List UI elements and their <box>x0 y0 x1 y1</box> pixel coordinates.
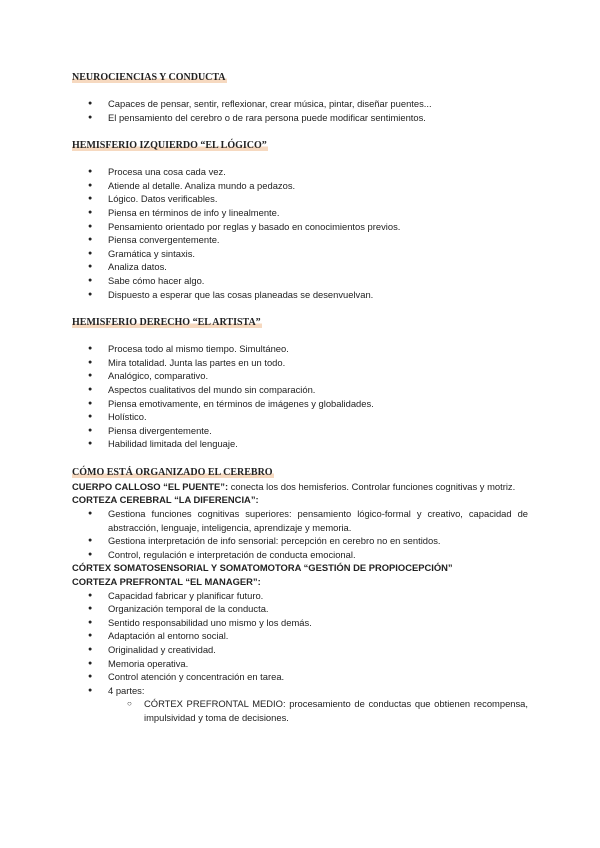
sublist-prefrontal-partes <box>72 697 528 724</box>
section-organizado-heading-wrap <box>72 465 528 480</box>
label-corteza-cerebral: CORTEZA CEREBRAL “LA DIFERENCIA”: <box>72 494 259 506</box>
list-item: ● Piensa convergentemente. <box>72 233 528 247</box>
list-item: ● Sentido responsabilidad uno mismo y los demás. <box>72 616 528 630</box>
list-item: ● Capaces de pensar, sentir, reflexionar, crear música, pintar, diseñar puentes... <box>72 97 528 111</box>
list-item: ● Piensa emotivamente, en términos de imágenes y globalidades. <box>72 397 528 411</box>
list-item: ● Analiza datos. <box>72 260 528 274</box>
section-derecho-heading-wrap <box>72 315 528 330</box>
text-cuerpo-calloso: conecta los dos hemisferios. Controlar funciones cognitivas y motriz. <box>228 480 516 492</box>
label-cortex-somatosensorial: CÓRTEX SOMATOSENSORIAL Y SOMATOMOTORA “GESTIÓN DE PROPIOCEPCIÓN” <box>72 562 453 574</box>
list-item: ● Dispuesto a esperar que las cosas planeadas se desenvuelvan. <box>72 288 528 302</box>
label-cuerpo-calloso: CUERPO CALLOSO “EL PUENTE”: <box>72 480 229 492</box>
list-corteza-cerebral <box>72 507 528 561</box>
document-page <box>72 70 528 725</box>
list-item: ● Aspectos cualitativos del mundo sin comparación. <box>72 383 528 397</box>
heading-como-esta-organizado: CÓMO ESTÁ ORGANIZADO EL CEREBRO <box>72 466 273 478</box>
heading-hemisferio-izquierdo: HEMISFERIO IZQUIERDO “EL LÓGICO” <box>72 140 267 152</box>
list-item: ● El pensamiento del cerebro o de rara persona puede modificar sentimientos. <box>72 111 528 125</box>
list-item: ● Pensamiento orientado por reglas y basado en conocimientos previos. <box>72 220 528 234</box>
label-corteza-prefrontal: CORTEZA PREFRONTAL “EL MANAGER”: <box>72 576 261 588</box>
section-izquierdo-heading-wrap <box>72 138 528 153</box>
list-hemisferio-izquierdo <box>72 165 528 301</box>
sub-list-item: ○ CÓRTEX PREFRONTAL MEDIO: procesamiento de conductas que obtienen recompensa, impulsividad y toma de decisiones. <box>72 697 528 724</box>
section-neurociencias-heading-wrap <box>72 70 528 85</box>
list-item: ● Sabe cómo hacer algo. <box>72 274 528 288</box>
list-item: ● Piensa en términos de info y linealmente. <box>72 206 528 220</box>
list-item: ● Holístico. <box>72 410 528 424</box>
list-item: ● 4 partes: <box>72 684 528 698</box>
list-item: ● Mira totalidad. Junta las partes en un todo. <box>72 356 528 370</box>
list-item: ● Capacidad fabricar y planificar futuro. <box>72 589 528 603</box>
list-neurociencias <box>72 97 528 124</box>
list-item: ● Procesa todo al mismo tiempo. Simultáneo. <box>72 342 528 356</box>
list-item: ● Originalidad y creatividad. <box>72 643 528 657</box>
list-item: ● Gestiona interpretación de info sensorial: percepción en cerebro no en sentidos. <box>72 534 528 548</box>
list-item: ● Lógico. Datos verificables. <box>72 192 528 206</box>
paragraph-cuerpo-calloso <box>72 480 528 494</box>
list-corteza-prefrontal <box>72 589 528 698</box>
list-hemisferio-derecho <box>72 342 528 451</box>
heading-neurociencias: NEUROCIENCIAS Y CONDUCTA <box>72 72 226 83</box>
list-item: ● Adaptación al entorno social. <box>72 629 528 643</box>
list-item: ● Organización temporal de la conducta. <box>72 602 528 616</box>
list-item: ● Procesa una cosa cada vez. <box>72 165 528 179</box>
list-item: ● Memoria operativa. <box>72 657 528 671</box>
list-item: ● Gestiona funciones cognitivas superiores: pensamiento lógico-formal y creativo, capacidad de abstracción, lenguaje, inteligencia, aprendizaje y memoria. <box>72 507 528 534</box>
list-item: ● Habilidad limitada del lenguaje. <box>72 437 528 451</box>
list-item: ● Atiende al detalle. Analiza mundo a pedazos. <box>72 179 528 193</box>
heading-hemisferio-derecho: HEMISFERIO DERECHO “EL ARTISTA” <box>72 317 261 329</box>
list-item: ● Analógico, comparativo. <box>72 369 528 383</box>
list-item: ● Control atención y concentración en tarea. <box>72 670 528 684</box>
list-item: ● Gramática y sintaxis. <box>72 247 528 261</box>
list-item: ● Control, regulación e interpretación de conducta emocional. <box>72 548 528 562</box>
list-item: ● Piensa divergentemente. <box>72 424 528 438</box>
